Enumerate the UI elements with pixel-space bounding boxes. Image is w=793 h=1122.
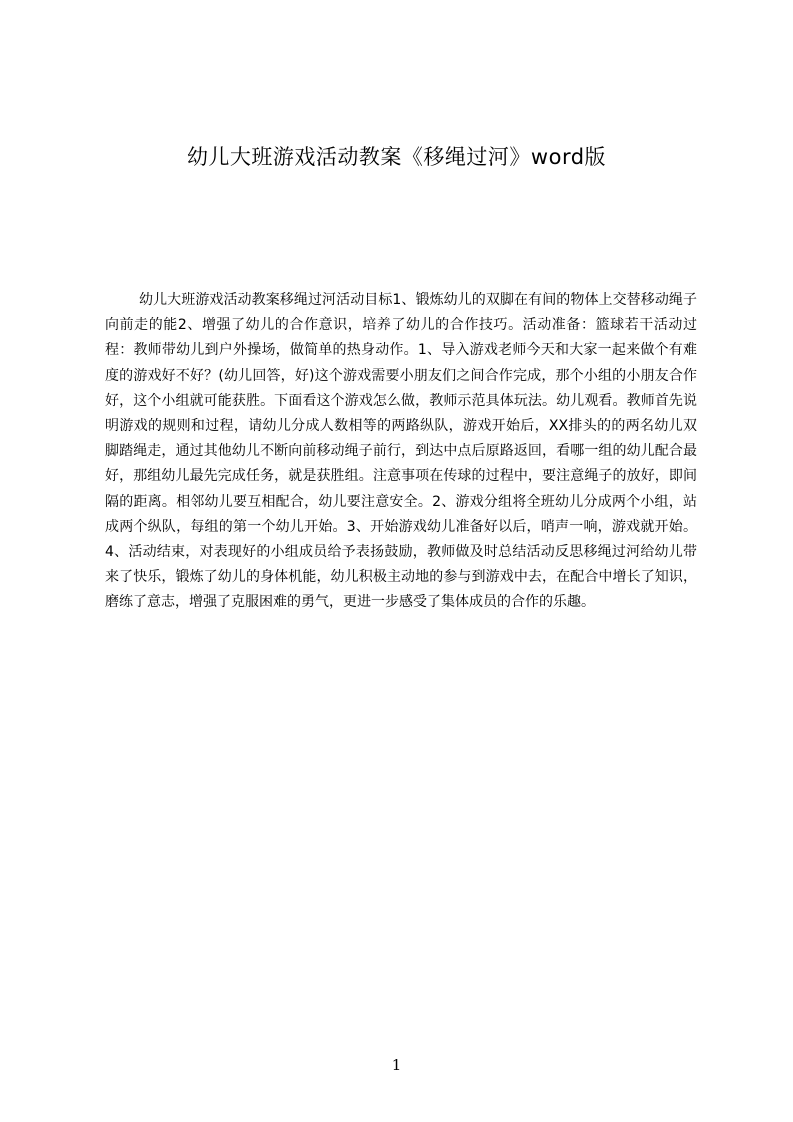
page-number: 1 bbox=[391, 1056, 402, 1074]
document-body-paragraph: 幼儿大班游戏活动教案移绳过河活动目标1、锻炼幼儿的双脚在有间的物体上交替移动绳子向前走的能2、增强了幼儿的合作意识，培养了幼儿的合作技巧。活动准备：篮球若干活动过程：教师带幼儿到户外操场，做简单的热身动作。1、导入游戏老师今天和大家一起来做个有难度的游戏好不好？(幼儿回答，好)这个游戏需要小朋友们之间合作完成，那个小组的小朋友合作好，这个小组就可能获胜。下面看这个游戏怎么做，教师示范具体玩法。幼儿观看。教师首先说明游戏的规则和过程，请幼儿分成人数相等的两路纵队，游戏开始后，XX排头的的两名幼儿双脚踏绳走，通过其他幼儿不断向前移动绳子前行，到达中点后原路返回，看哪一组的幼儿配合最好，那组幼儿最先完成任务，就是获胜组。注意事项在传球的过程中，要注意绳子的放好，即间隔的距离。相邻幼儿要互相配合，幼儿要注意安全。2、游戏分组将全班幼儿分成两个小组，站成两个纵队，每组的第一个幼儿开始。3、开始游戏幼儿准备好以后，哨声一响，游戏就开始。4、活动结束，对表现好的小组成员给予表扬鼓励，教师做及时总结活动反思移绳过河给幼儿带来了快乐，锻炼了幼儿的身体机能，幼儿积极主动地的参与到游戏中去，在配合中增长了知识，磨练了意志，增强了克服困难的勇气，更进一步感受了集体成员的合作的乐趣。 bbox=[105, 292, 697, 611]
document-title: 幼儿大班游戏活动教案《移绳过河》word版 bbox=[186, 145, 607, 169]
